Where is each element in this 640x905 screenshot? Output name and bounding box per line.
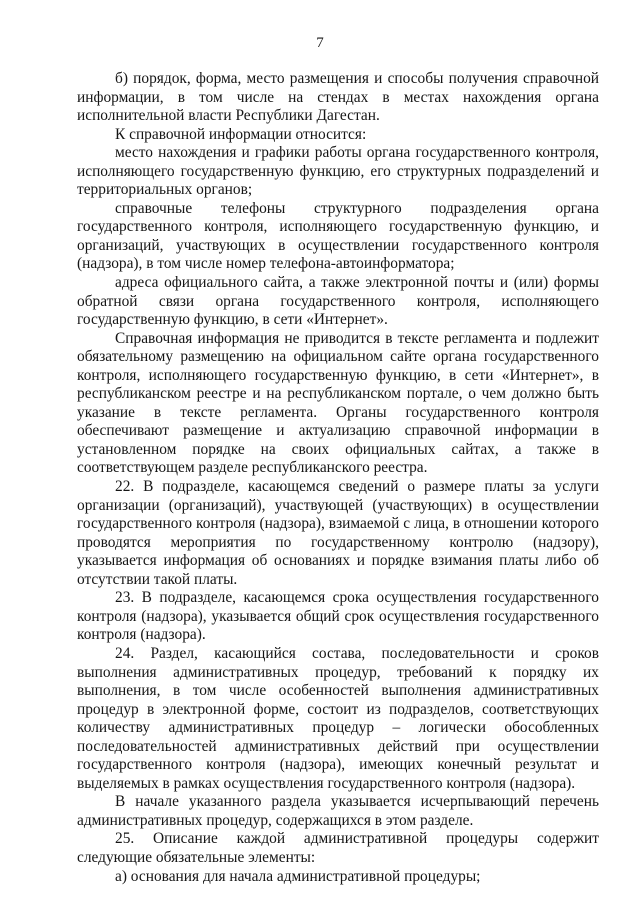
paragraph-item-22: 22. В подразделе, касающемся сведений о размере платы за услуги организации (организаций), участвующей (участвующих) в осуществлении государственного контроля (надзора), взимаемой с лица, в отношении которого проводятся мероприятия по государственному контролю (надзору), указывается информация об основаниях и порядке взимания платы либо об отсутствии такой платы.	[77, 478, 599, 588]
paragraph-b-reference-info: б) порядок, форма, место размещения и способы получения справочной информации, в том числе на стендах в местах нахождения органа исполнительной власти Республики Дагестан.	[77, 70, 599, 125]
paragraph-item-25: 25. Описание каждой административной процедуры содержит следующие обязательные элементы:	[77, 830, 599, 866]
paragraph-phones: справочные телефоны структурного подразделения органа государственного контроля, исполняющего государственную функцию, и организаций, участвующих в осуществлении государственного контроля (надзора), в том числе номер телефона-автоинформатора;	[77, 199, 599, 273]
paragraph-website-addresses: адреса официального сайта, а также электронной почты и (или) формы обратной связи органа государственного контроля, исполняющего государственную функцию, в сети «Интернет».	[77, 274, 599, 329]
paragraph-item-a: а) основания для начала административной процедуры;	[115, 867, 481, 885]
paragraph-reference-info-heading: К справочной информации относится:	[115, 125, 367, 143]
paragraph-procedure-list: В начале указанного раздела указывается исчерпывающий перечень административных процедур, содержащихся в этом разделе.	[77, 793, 599, 829]
paragraph-location-schedule: место нахождения и графики работы органа государственного контроля, исполняющего государственную функцию, его структурных подразделений и территориальных органов;	[77, 144, 599, 199]
paragraph-item-24: 24. Раздел, касающийся состава, последовательности и сроков выполнения административных процедур, требований к порядку их выполнения, в том числе особенностей выполнения административных процедур в электронной форме, состоит из подразделов, соответствующих количеству административных процедур – логически обособленных последовательностей административных действий при осуществлении государственного контроля (надзора), имеющих конечный результат и выделяемых в рамках осуществления государственного контроля (надзора).	[77, 644, 599, 792]
paragraph-item-23: 23. В подразделе, касающемся срока осуществления государственного контроля (надзора), указывается общий срок осуществления государственного контроля (надзора).	[77, 589, 599, 644]
document-body	[77, 70, 599, 886]
paragraph-reference-placement: Справочная информация не приводится в тексте регламента и подлежит обязательному размещению на официальном сайте органа государственного контроля, исполняющего государственную функцию, в сети «Интернет», в республиканском реестре и на республиканском портале, о чем должно быть указание в тексте регламента. Органы государственного контроля обеспечивают размещение и актуализацию справочной информации в установленном порядке на своих официальных сайтах, а также в соответствующем разделе республиканского реестра.	[77, 329, 599, 477]
page-number: 7	[316, 35, 324, 51]
